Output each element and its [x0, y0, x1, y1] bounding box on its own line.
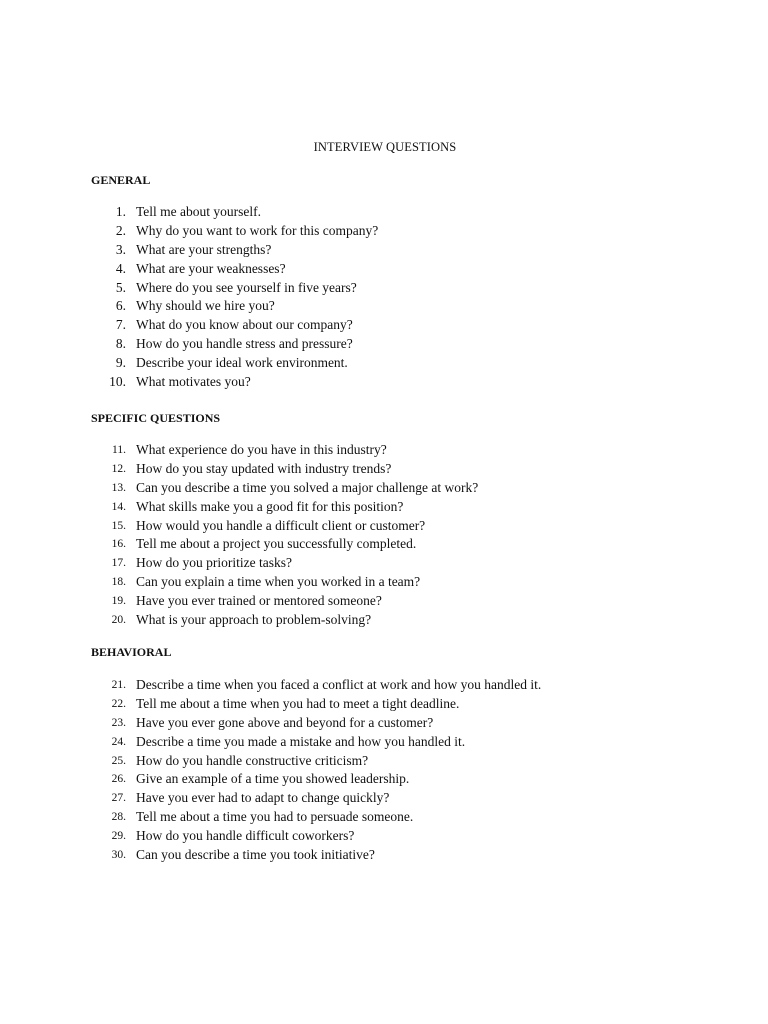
- question-number: 20.: [111, 614, 126, 627]
- list-item: [0, 554, 768, 573]
- question-text: Tell me about a project you successfully completed.: [136, 536, 417, 552]
- list-item: [0, 592, 768, 611]
- list-item: [0, 808, 768, 827]
- list-item: [0, 733, 768, 752]
- question-number: 22.: [111, 697, 126, 710]
- question-text: Describe a time when you faced a conflict at work and how you handled it.: [136, 677, 542, 692]
- list-item: [0, 535, 768, 554]
- question-number: 1.: [115, 204, 126, 219]
- list-item: [0, 279, 768, 298]
- list-item: [0, 479, 768, 498]
- list-item: [0, 335, 768, 354]
- list-item: [0, 611, 768, 630]
- question-text: Can you explain a time when you worked in a team?: [136, 574, 421, 590]
- list-item: [0, 260, 768, 279]
- section-heading-specific-questions: SPECIFIC QUESTIONS: [91, 411, 221, 425]
- question-number: 9.: [115, 355, 126, 371]
- list-item: [0, 770, 768, 789]
- question-text: Describe your ideal work environment.: [136, 355, 348, 371]
- list-item: [0, 517, 768, 536]
- question-number: 24.: [111, 735, 126, 748]
- question-text: Can you describe a time you took initiative?: [136, 847, 375, 863]
- question-number: 27.: [111, 792, 126, 805]
- list-item: [0, 789, 768, 808]
- question-number: 28.: [111, 811, 126, 824]
- question-number: 2.: [115, 222, 126, 238]
- question-number: 3.: [115, 241, 126, 257]
- list-item: [0, 373, 768, 392]
- question-text: How do you handle stress and pressure?: [136, 336, 353, 352]
- section-heading-behavioral: BEHAVIORAL: [91, 645, 172, 659]
- question-text: How would you handle a difficult client or customer?: [136, 517, 426, 533]
- list-item: [0, 222, 768, 241]
- question-number: 7.: [115, 317, 126, 333]
- list-item: [0, 573, 768, 592]
- question-text: Have you ever gone above and beyond for a customer?: [136, 714, 434, 730]
- question-text: Tell me about a time when you had to meet a tight deadline.: [136, 695, 460, 711]
- question-number: 14.: [111, 500, 126, 513]
- question-text: Give an example of a time you showed leadership.: [136, 771, 410, 787]
- question-list-general: [0, 203, 768, 392]
- question-text: Why should we hire you?: [136, 298, 275, 314]
- question-number: 30.: [111, 849, 126, 862]
- section-heading-general: GENERAL: [91, 173, 151, 187]
- question-text: What experience do you have in this industry?: [136, 442, 387, 457]
- list-item: [0, 460, 768, 479]
- list-item: [0, 498, 768, 517]
- list-item: [0, 316, 768, 335]
- question-number: 12.: [111, 462, 126, 475]
- question-text: What motivates you?: [136, 374, 251, 390]
- list-item: [0, 827, 768, 846]
- question-text: How do you handle constructive criticism?: [136, 752, 369, 768]
- question-number: 19.: [111, 595, 126, 608]
- list-item: [0, 441, 768, 460]
- question-text: Why do you want to work for this company?: [136, 222, 379, 238]
- question-text: Have you ever had to adapt to change quickly?: [136, 790, 390, 806]
- question-text: What are your weaknesses?: [136, 260, 286, 276]
- question-number: 25.: [111, 754, 126, 767]
- question-text: What do you know about our company?: [136, 317, 353, 333]
- question-number: 16.: [111, 538, 126, 551]
- list-item: [0, 714, 768, 733]
- question-number: 23.: [111, 716, 126, 729]
- list-item: [0, 241, 768, 260]
- question-text: Tell me about a time you had to persuade someone.: [136, 809, 414, 825]
- question-list-behavioral: [0, 676, 768, 865]
- list-item: [0, 846, 768, 865]
- question-number: 18.: [111, 576, 126, 589]
- question-text: Describe a time you made a mistake and how you handled it.: [136, 733, 466, 749]
- question-number: 15.: [111, 519, 126, 532]
- question-text: How do you prioritize tasks?: [136, 555, 292, 571]
- list-item: [0, 354, 768, 373]
- question-number: 10.: [109, 374, 126, 390]
- question-text: Tell me about yourself.: [136, 204, 262, 219]
- question-number: 17.: [111, 557, 126, 570]
- list-item: [0, 203, 768, 222]
- question-text: What are your strengths?: [136, 241, 272, 257]
- question-number: 6.: [115, 298, 126, 314]
- question-text: How do you handle difficult coworkers?: [136, 828, 355, 844]
- question-number: 8.: [115, 336, 126, 352]
- question-list-specific: [0, 441, 768, 630]
- list-item: [0, 297, 768, 316]
- question-text: Have you ever trained or mentored someone?: [136, 593, 382, 609]
- question-number: 26.: [111, 773, 126, 786]
- question-text: Where do you see yourself in five years?: [136, 279, 357, 295]
- question-number: 29.: [111, 830, 126, 843]
- question-number: 21.: [111, 679, 126, 691]
- question-text: How do you stay updated with industry trends?: [136, 460, 392, 476]
- list-item: [0, 695, 768, 714]
- question-text: What is your approach to problem-solving?: [136, 612, 372, 628]
- document-title: INTERVIEW QUESTIONS: [313, 140, 457, 154]
- list-item: [0, 676, 768, 695]
- question-number: 5.: [115, 279, 126, 295]
- list-item: [0, 752, 768, 771]
- question-text: What skills make you a good fit for this position?: [136, 498, 404, 514]
- question-number: 11.: [112, 444, 126, 456]
- question-number: 4.: [115, 260, 126, 276]
- question-text: Can you describe a time you solved a major challenge at work?: [136, 479, 479, 495]
- question-number: 13.: [111, 481, 126, 494]
